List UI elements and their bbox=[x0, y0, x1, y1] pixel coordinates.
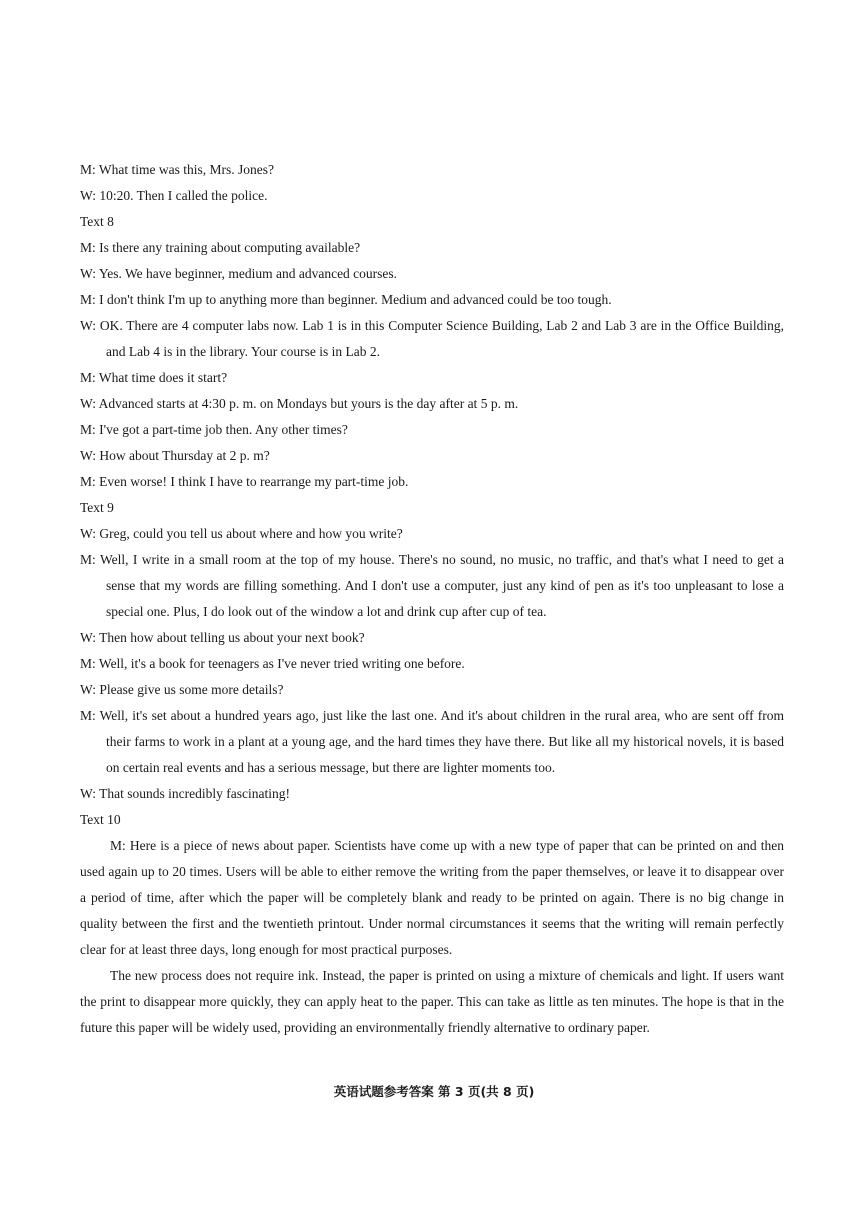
dialogue-text: How about Thursday at 2 p. m? bbox=[99, 448, 270, 463]
speaker-label: M bbox=[80, 474, 93, 489]
speaker-label: M bbox=[80, 370, 93, 385]
speaker-label: M bbox=[80, 656, 93, 671]
dialogue-text: That sounds incredibly fascinating! bbox=[99, 786, 290, 801]
speaker-label: W bbox=[80, 448, 93, 463]
dialogue-text: Advanced starts at 4:30 p. m. on Mondays but yours is the day after at 5 p. m. bbox=[98, 396, 519, 411]
dialogue-line: M: I don't think I'm up to anything more than beginner. Medium and advanced could be too tough. bbox=[80, 292, 612, 307]
dialogue-text: Yes. We have beginner, medium and advanced courses. bbox=[98, 266, 398, 281]
speaker-label: M bbox=[80, 240, 93, 255]
speaker-label: W bbox=[80, 396, 93, 411]
speaker-label: W bbox=[80, 266, 93, 281]
speaker-label: W bbox=[80, 526, 93, 541]
dialogue-line: M: Well, it's set about a hundred years ago, just like the last one. And it's about children in the rural area, who are sent off from their farms to work in a plant at a young age, and the hard times they have there. But like all my historical novels, it is based on certain real events and has a serious message, but there are lighter moments too. bbox=[80, 708, 784, 775]
news-paragraph: The new process does not require ink. Instead, the paper is printed on using a mixture of chemicals and light. If users want the print to disappear more quickly, they can apply heat to the paper. This can take as little as ten minutes. The hope is that in the future this paper will be widely used, providing an environmentally friendly alternative to ordinary paper. bbox=[80, 968, 784, 1035]
dialogue-text: What time was this, Mrs. Jones? bbox=[98, 162, 275, 177]
dialogue-text: I don't think I'm up to anything more than beginner. Medium and advanced could be too tough. bbox=[99, 292, 612, 307]
dialogue-line: M: What time was this, Mrs. Jones? bbox=[80, 162, 275, 177]
dialogue-line: W: That sounds incredibly fascinating! bbox=[80, 786, 290, 801]
dialogue-line: M: Well, it's a book for teenagers as I've never tried writing one before. bbox=[80, 656, 465, 671]
speaker-label: M bbox=[80, 552, 93, 567]
section-heading-text8: Text 8 bbox=[80, 214, 114, 229]
section-heading-text9: Text 9 bbox=[80, 500, 114, 515]
dialogue-line: M: I've got a part-time job then. Any other times? bbox=[80, 422, 348, 437]
dialogue-line: M: Is there any training about computing available? bbox=[80, 240, 361, 255]
dialogue-text: Well, it's a book for teenagers as I've never tried writing one before. bbox=[98, 656, 465, 671]
dialogue-line: W: Then how about telling us about your next book? bbox=[80, 630, 365, 645]
dialogue-line: W: Greg, could you tell us about where and how you write? bbox=[80, 526, 403, 541]
dialogue-text: Even worse! I think I have to rearrange my part-time job. bbox=[99, 474, 409, 489]
dialogue-text: Then how about telling us about your next book? bbox=[99, 630, 365, 645]
dialogue-line: M: Well, I write in a small room at the top of my house. There's no sound, no music, no traffic, and that's what I need to get a sense that my words are filling something. And I don't use a computer, just any kind of pen as it's too unpleasant to lose a special one. Plus, I do look out of the window a lot and drink cup after cup of tea. bbox=[80, 552, 784, 619]
document-body bbox=[80, 157, 784, 1041]
speaker-label: W bbox=[80, 188, 93, 203]
dialogue-text: Well, I write in a small room at the top of my house. There's no sound, no music, no traffic, and that's what I need to get a sense that my words are filling something. And I don't use a computer, just any kind of pen as it's too unpleasant to lose a special one. Plus, I do look out of the window a lot and drink cup after cup of tea. bbox=[99, 552, 784, 619]
speaker-label: M bbox=[80, 162, 93, 177]
page-footer: 英语试题参考答案 第 3 页(共 8 页) bbox=[333, 1084, 535, 1099]
section-heading-text10: Text 10 bbox=[80, 812, 121, 827]
dialogue-line: W: 10:20. Then I called the police. bbox=[80, 188, 268, 203]
speaker-label: M bbox=[80, 708, 93, 723]
dialogue-text: Well, it's set about a hundred years ago, just like the last one. And it's about children in the rural area, who are sent off from their farms to work in a plant at a young age, and the hard times they have there. But like all my historical novels, it is based on certain real events and has a serious message, but there are lighter moments too. bbox=[99, 708, 784, 775]
dialogue-text: Greg, could you tell us about where and how you write? bbox=[99, 526, 403, 541]
dialogue-line: M: What time does it start? bbox=[80, 370, 228, 385]
dialogue-line: W: Advanced starts at 4:30 p. m. on Mondays but yours is the day after at 5 p. m. bbox=[80, 396, 519, 411]
speaker-label: W bbox=[80, 630, 93, 645]
dialogue-line: W: OK. There are 4 computer labs now. Lab 1 is in this Computer Science Building, Lab 2 and Lab 3 are in the Office Building, and Lab 4 is in the library. Your course is in Lab 2. bbox=[80, 318, 784, 359]
dialogue-text: Is there any training about computing available? bbox=[99, 240, 361, 255]
speaker-label: W bbox=[80, 318, 93, 333]
dialogue-text: What time does it start? bbox=[98, 370, 228, 385]
dialogue-line: W: Yes. We have beginner, medium and advanced courses. bbox=[80, 266, 398, 281]
speaker-label: W bbox=[80, 786, 93, 801]
news-paragraph: M: Here is a piece of news about paper. Scientists have come up with a new type of paper that can be printed on and then used again up to 20 times. Users will be able to either remove the writing from the paper themselves, or leave it to disappear over a period of time, after which the paper will be completely blank and ready to be printed on again. There is no big change in quality between the first and the twentieth printout. Under normal circumstances it seems that the writing will remain perfectly clear for at least three days, long enough for most practical purposes. bbox=[80, 838, 784, 957]
dialogue-line: W: Please give us some more details? bbox=[80, 682, 284, 697]
dialogue-line: M: Even worse! I think I have to rearrange my part-time job. bbox=[80, 474, 409, 489]
speaker-label: M bbox=[80, 422, 93, 437]
speaker-label: W bbox=[80, 682, 93, 697]
dialogue-text: OK. There are 4 computer labs now. Lab 1 is in this Computer Science Building, Lab 2 and Lab 3 are in the Office Building, and Lab 4 is in the library. Your course is in Lab 2. bbox=[99, 318, 784, 359]
speaker-label: M bbox=[80, 292, 93, 307]
dialogue-line: W: How about Thursday at 2 p. m? bbox=[80, 448, 270, 463]
dialogue-text: 10:20. Then I called the police. bbox=[99, 188, 268, 203]
dialogue-text: I've got a part-time job then. Any other times? bbox=[99, 422, 348, 437]
dialogue-text: Please give us some more details? bbox=[99, 682, 284, 697]
